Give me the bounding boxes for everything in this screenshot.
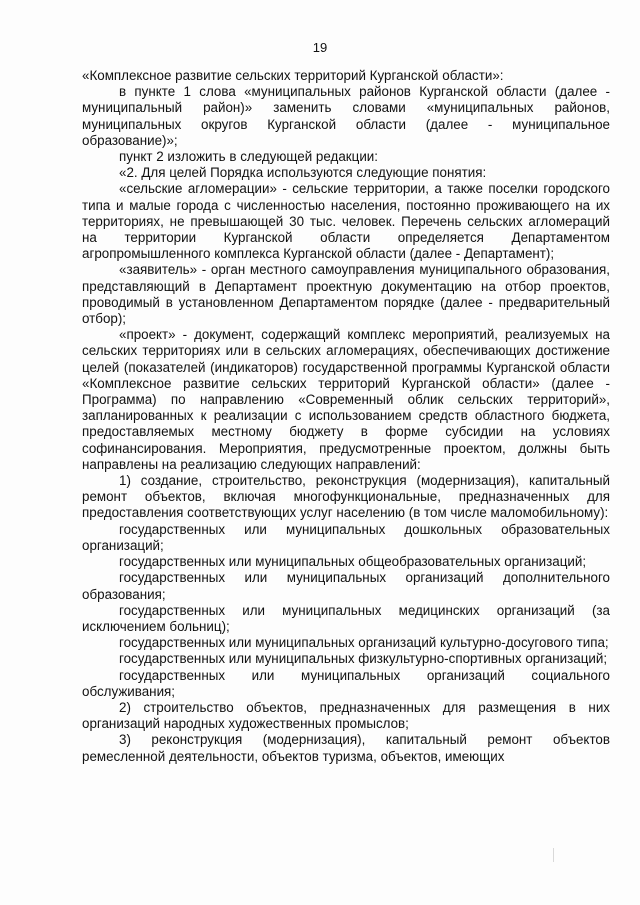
list-item: государственных или муниципальных дошкольных образовательных организаций; [82,521,610,553]
paragraph: в пункте 1 слова «муниципальных районов Курганской области (далее - муниципальный район)» заменить словами «муниципальных районов, муниципальных округов Курганской области (далее - муниципальное образование)»; [82,84,610,148]
paragraph: «2. Для целей Порядка используются следующие понятия: [119,165,487,181]
list-item: государственных или муниципальных организаций дополнительного образования; [82,570,610,602]
list-item: государственных или муниципальных организаций социального обслуживания; [82,667,610,699]
scan-artifact-line [553,848,554,862]
paragraph: «проект» - документ, содержащий комплекс мероприятий, реализуемых на сельских территориях или в сельских агломерациях, обеспечивающих достижение целей (показателей (индикаторов) государственной программы Курганской области «Комплексное развитие сельских территорий Курганской области» (далее - Программа) по направлению «Современный облик сельских территорий», запланированных к реализации с использованием средств областного бюджета, предоставляемых местному бюджету в форме субсидии на условиях софинансирования. Мероприятия, предусмотренные проектом, должны быть направлены на реализацию следующих направлений: [82,327,610,472]
list-item: государственных или муниципальных общеобразовательных организаций; [119,554,587,570]
paragraph: 1) создание, строительство, реконструкция (модернизация), капитальный ремонт объектов, включая многофункциональные, предназначенных для предоставления соответствующих услуг населению (в том числе маломобильному): [82,473,610,521]
paragraph-heading-line: «Комплексное развитие сельских территорий Курганской области»: [82,68,504,83]
list-item: государственных или муниципальных физкультурно-спортивных организаций; [119,651,608,667]
document-body [82,68,610,765]
paragraph: 2) строительство объектов, предназначенных для размещения в них организаций народных художественных промыслов; [82,699,610,732]
list-item: государственных или муниципальных медицинских организаций (за исключением больниц); [82,602,610,634]
paragraph: «сельские агломерации» - сельские территории, а также поселки городского типа и малые города с численностью населения, постоянно проживающего на их территориях, не превышающей 30 тыс. человек. Перечень сельских агломераций на территории Курганской области определяется Департаментом агропромышленного комплекса Курганской области (далее - Департамент); [82,181,610,262]
paragraph: 3) реконструкция (модернизация), капитальный ремонт объектов ремесленной деятельности, объектов туризма, объектов, имеющих [82,732,610,764]
paragraph: «заявитель» - орган местного самоуправления муниципального образования, представляющий в Департамент проектную документацию на отбор проектов, проводимый в установленном Департаментом порядке (далее - предварительный отбор); [82,262,610,327]
page-number: 19 [312,40,328,55]
list-item: государственных или муниципальных организаций культурно-досугового типа; [119,635,609,651]
paragraph: пункт 2 изложить в следующей редакции: [119,149,378,165]
